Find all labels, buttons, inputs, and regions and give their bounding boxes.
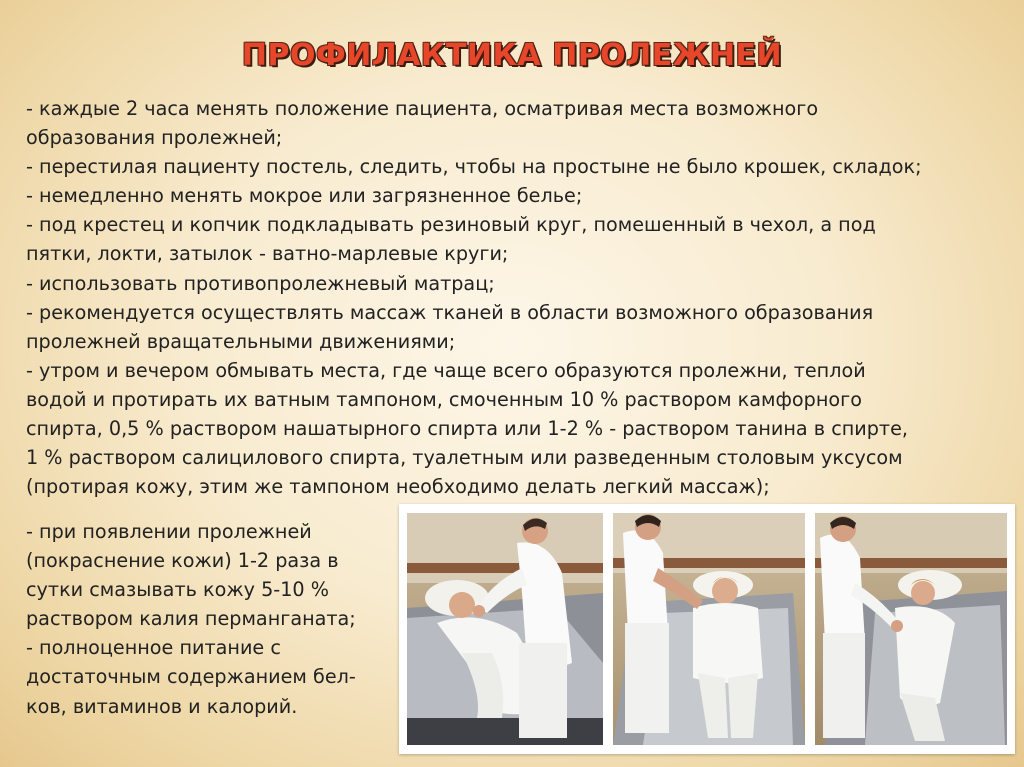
text-line: достаточным содержанием бел- xyxy=(26,665,356,689)
text-line: (протирая кожу, этим же тампоном необходимо делать легкий массаж); xyxy=(26,475,770,499)
text-line: - использовать противопролежневый матрац; xyxy=(26,271,495,295)
text-line: - каждые 2 часа менять положение пациента, осматривая места возможного xyxy=(26,97,819,120)
text-line: пролежней вращательными движениями; xyxy=(26,329,456,353)
text-line: - рекомендуется осуществлять массаж тканей в области возможного образования xyxy=(26,300,874,324)
text-line: (покраснение кожи) 1-2 раза в xyxy=(26,549,339,573)
text-line: сутки смазывать кожу 5-10 % xyxy=(26,578,329,602)
photo-strip xyxy=(399,504,1015,754)
slide-title: ПРОФИЛАКТИКА ПРОЛЕЖНЕЙ xyxy=(241,38,783,73)
body-text xyxy=(26,94,1006,501)
text-line: образования пролежней; xyxy=(26,126,283,150)
text-line: пятки, локти, затылок - ватно-марлевые круги; xyxy=(26,242,509,266)
text-line: - утром и вечером обмывать места, где чаще всего образуются пролежни, теплой xyxy=(26,358,866,382)
text-line: спирта, 0,5 % раствором нашатырного спирта или 1-2 % - раствором танина в спирте, xyxy=(26,417,909,441)
text-line: - перестилая пациенту постель, следить, чтобы на простыне не было крошек, складок; xyxy=(26,155,922,179)
text-line: ков, витаминов и калорий. xyxy=(26,694,298,718)
photo-lifting-patient xyxy=(613,513,805,745)
text-line: 1 % раствором салицилового спирта, туалетным или разведенным столовым уксусом xyxy=(26,446,903,470)
left-column-text xyxy=(26,517,398,721)
text-line: - при появлении пролежней xyxy=(26,520,312,543)
photo-positioning-patient xyxy=(815,513,1007,745)
photo-turning-patient xyxy=(407,513,603,745)
text-line: - немедленно менять мокрое или загрязненное белье; xyxy=(26,184,583,208)
text-line: водой и протирать их ватным тампоном, смоченным 10 % раствором камфорного xyxy=(26,387,862,411)
text-line: - под крестец и копчик подкладывать резиновый круг, помешенный в чехол, а под xyxy=(26,213,876,237)
text-line: раствором калия перманганата; xyxy=(26,607,356,631)
text-line: - полноценное питание с xyxy=(26,636,281,660)
